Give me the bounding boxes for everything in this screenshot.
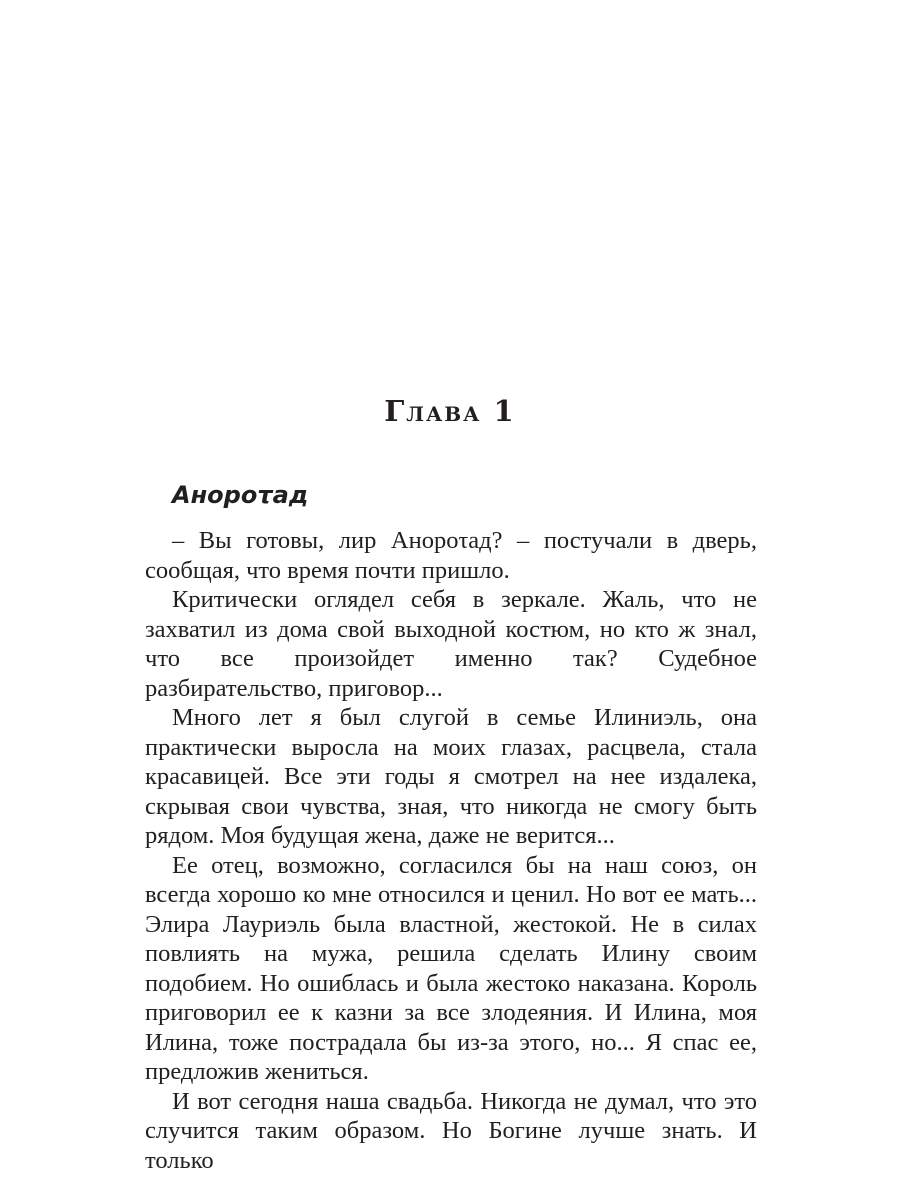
- body-text: [145, 526, 757, 1175]
- paragraph: Критически оглядел себя в зеркале. Жаль, что не захватил из дома свой выходной костюм, но кто ж знал, что все произойдет именно так? Судебное разбирательство, приговор...: [145, 586, 757, 702]
- paragraph: Много лет я был слугой в семье Илиниэль, она практически выросла на моих глазах, расцвела, стала красавицей. Все эти годы я смотрел на нее издалека, скрывая свои чувства, зная, что никогда не смогу быть рядом. Моя будущая жена, даже не верится...: [145, 704, 757, 849]
- chapter-title: Глава 1: [384, 394, 516, 428]
- paragraph: Ее отец, возможно, согласился бы на наш союз, он всегда хорошо ко мне относился и ценил. Но вот ее мать... Элира Лауриэль была властной, жестокой. Не в силах повлиять на мужа, решила сделать Илину своим подобием. Но ошиблась и была жестоко наказана. Король приговорил ее к казни за все злодеяния. И Илина, моя Илина, тоже пострадала бы из-за этого, но... Я спас ее, предложив жениться.: [145, 851, 757, 1085]
- paragraph: И вот сегодня наша свадьба. Никогда не думал, что это случится таким образом. Но Богине лучше знать. И только: [145, 1087, 757, 1174]
- paragraph: – Вы готовы, лир Анороτад? – постучали в дверь, сообщая, что время почти пришло.: [145, 527, 757, 584]
- section-title: Анороτад: [172, 481, 309, 509]
